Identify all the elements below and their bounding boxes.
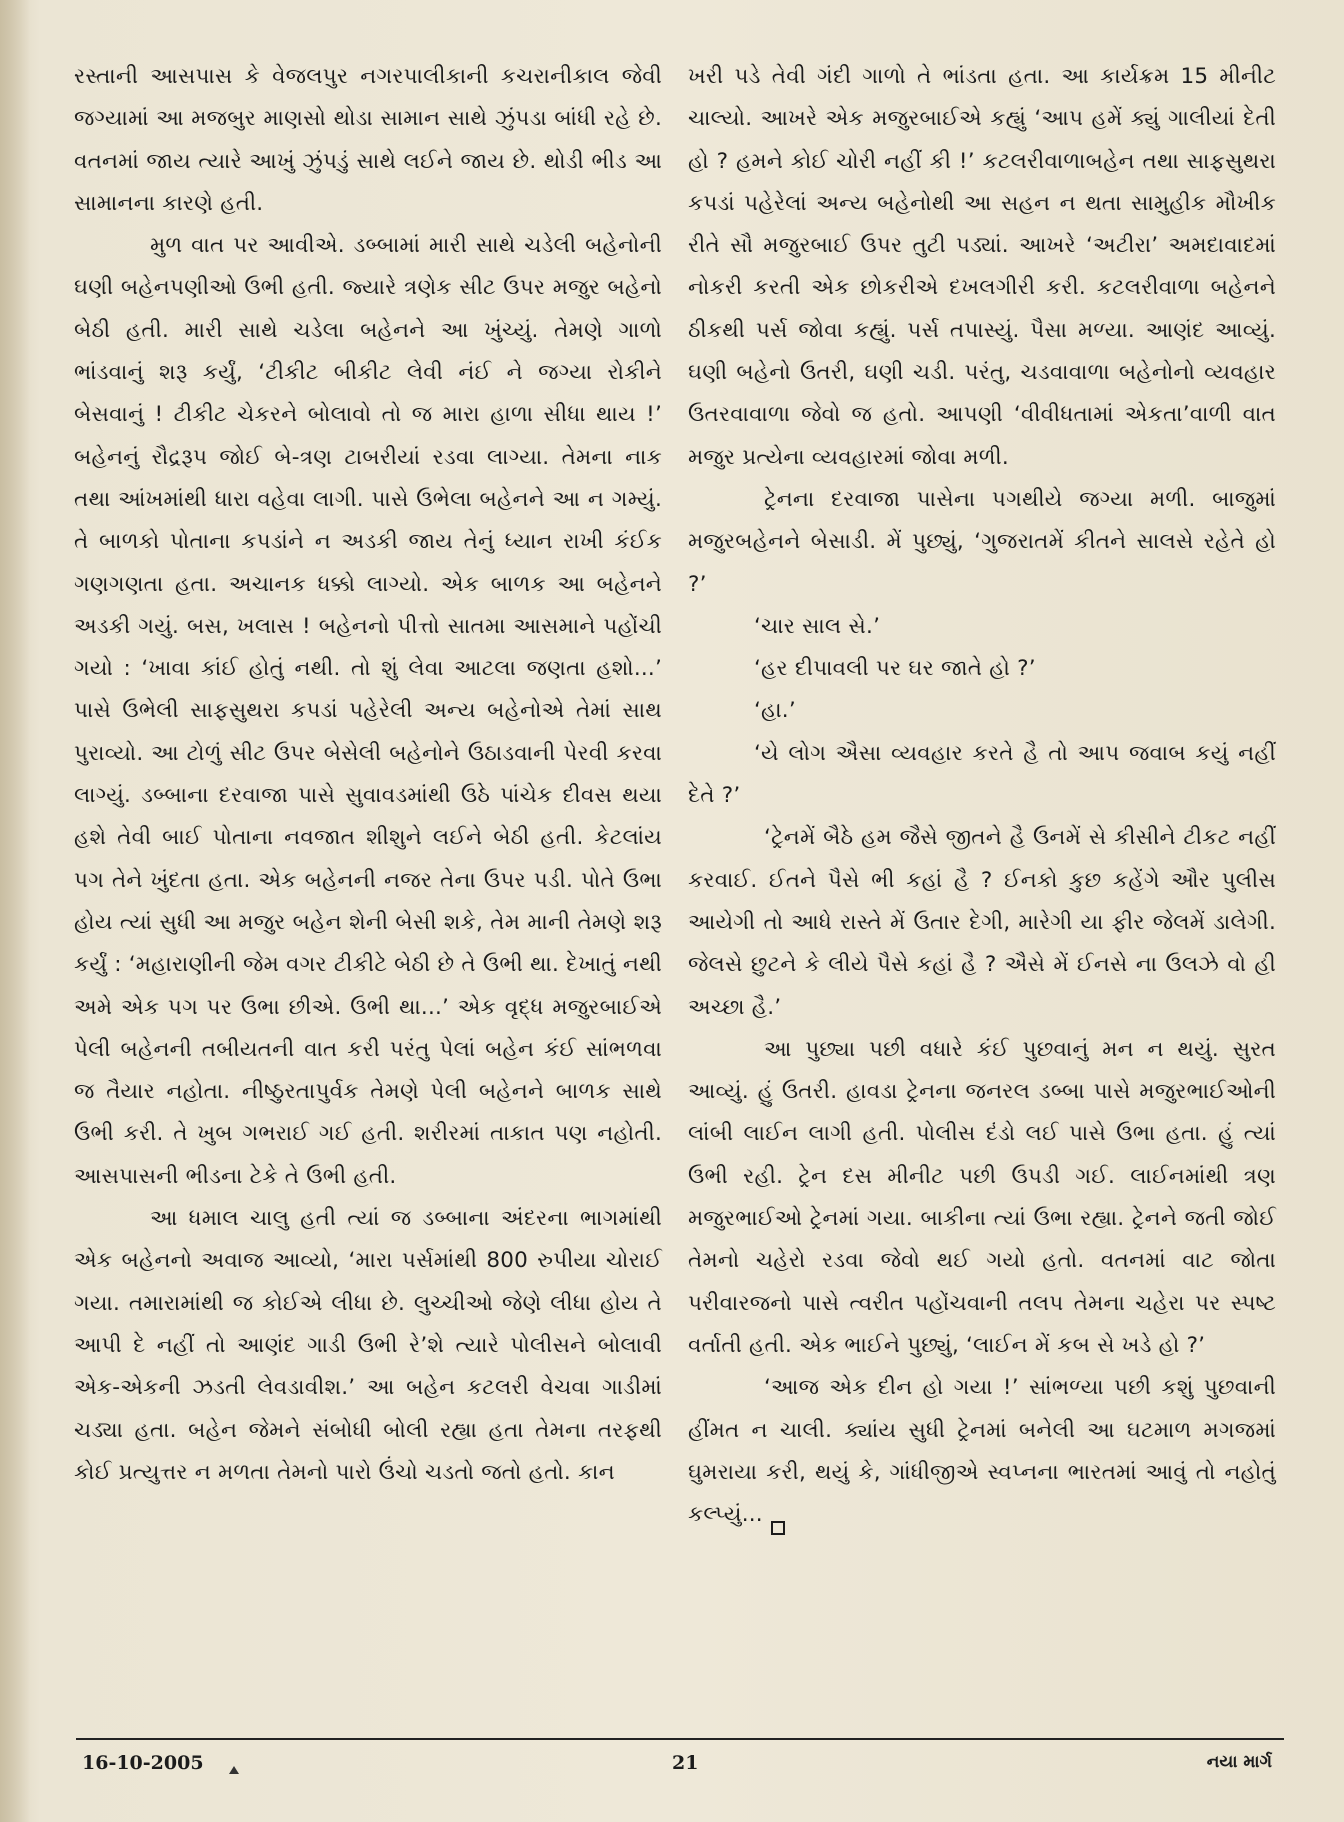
paragraph: ટ્રેનના દરવાજા પાસેના પગથીયે જગ્યા મળી. બાજુમાં મજુરબહેનને બેસાડી. મેં પુછ્યું, ‘ગુજરાતમેં કીતને સાલસે રહેતે હો ?’: [688, 486, 1276, 597]
paragraph: રસ્તાની આસપાસ કે વેજલપુર નગરપાલીકાની કચરાનીકાલ જેવી જગ્યામાં આ મજબુર માણસો થોડા સામાન સાથે ઝુંપડા બાંધી રહે છે. વતનમાં જાય ત્યારે આખું ઝુંપડું સાથે લઈને જાય છે. થોડી ભીડ આ સામાનના કારણે હતી.: [74, 64, 662, 216]
page-number: 21: [672, 1752, 699, 1774]
issue-date: 16-10-2005: [82, 1752, 204, 1774]
dialog-line: ‘ચાર સાલ સે.’: [754, 613, 881, 639]
dialog-line: ‘હર દીપાવલી પર ઘર જાતે હો ?’: [754, 656, 1036, 682]
magazine-name: નયા માર્ગ: [1206, 1752, 1272, 1772]
paragraph: ખરી પડે તેવી ગંદી ગાળો તે ભાંડતા હતા. આ કાર્યક્રમ 15 મીનીટ ચાલ્યો. આખરે એક મજુરબાઈએ કહ્યું ‘આપ હમેં ક્યું ગાલીયાં દેતી હો ? હમને કોઈ ચોરી નહીં કી !’ કટલરીવાળાબહેન તથા સાફસુથરા કપડાં પહેરેલાં અન્ય બહેનોથી આ સહન ન થતા સામુહીક મૌખીક રીતે સૌ મજુરબાઈ ઉપર તુટી પડ્યાં. આખરે ‘અટીરા’ અમદાવાદમાં નોકરી કરતી એક છોકરીએ દખલગીરી કરી. કટલરીવાળા બહેનને ઠીકથી પર્સ જોવા કહ્યું. પર્સ તપાસ્યું. પૈસા મળ્યા. આણંદ આવ્યું. ઘણી બહેનો ઉતરી, ઘણી ચડી. પરંતુ, ચડવાવાળા બહેનોનો વ્યવહાર ઉતરવાવાળા જેવો જ હતો. આપણી ‘વીવીધતામાં એકતા’વાળી વાત મજુર પ્રત્યેના વ્યવહારમાં જોવા મળી.: [688, 64, 1276, 470]
footer-divider: [76, 1738, 1284, 1740]
triangle-marker-icon: [229, 1766, 239, 1774]
left-text-column: [74, 56, 662, 1494]
paragraph: ‘ટ્રેનમેં બૈઠે હમ જૈસે જીતને હૈ ઉનમેં સે કીસીને ટીકટ નહીં કરવાઈ. ઈતને પૈસે ભી કહાં હૈ ? ઈનકો કુછ કહેંગે ઔર પુલીસ આયેગી તો આધે રાસ્તે મેં ઉતાર દેગી, મારેગી યા ફીર જેલમેં ડાલેગી. જેલસે છુટને કે લીયે પૈસે કહાં હૈ ? ઐસે મેં ઈનસે ના ઉલઝે વો હી અચ્છા હૈ.’: [688, 825, 1276, 1020]
closing-text: ‘આજ એક દીન હો ગયા !’ સાંભળ્યા પછી કશું પુછવાની હીંમત ન ચાલી. ક્યાંય સુધી ટ્રેનમાં બનેલી આ ઘટમાળ મગજમાં ઘુમરાયા કરી, થયું કે, ગાંધીજીએ સ્વપ્નના ભારતમાં આવું તો નહોતું કલ્પ્યું...: [688, 1375, 1276, 1528]
right-text-column: [688, 56, 1276, 1536]
paragraph: આ ધમાલ ચાલુ હતી ત્યાં જ ડબ્બાના અંદરના ભાગમાંથી એક બહેનનો અવાજ આવ્યો, ‘મારા પર્સમાંથી 800 રુપીયા ચોરાઈ ગયા. તમારામાંથી જ કોઈએ લીધા છે. લુચ્ચીઓ જેણે લીધા હોય તે આપી દે નહીં તો આણંદ ગાડી ઉભી રે’શે ત્યારે પોલીસને બોલાવી એક-એકની ઝડતી લેવડાવીશ.’ આ બહેન કટલરી વેચવા ગાડીમાં ચડ્યા હતા. બહેન જેમને સંબોધી બોલી રહ્યા હતા તેમના તરફથી કોઈ પ્રત્યુત્તર ન મળતા તેમનો પારો ઉંચો ચડતો જતો હતો. કાન: [74, 1206, 662, 1485]
closing-paragraph: [688, 1367, 1276, 1536]
paragraph: મુળ વાત પર આવીએ. ડબ્બામાં મારી સાથે ચડેલી બહેનોની ઘણી બહેનપણીઓ ઉભી હતી. જ્યારે ત્રણેક સીટ ઉપર મજુર બહેનો બેઠી હતી. મારી સાથે ચડેલા બહેનને આ ખુંચ્યું. તેમણે ગાળો ભાંડવાનું શરૂ કર્યું, ‘ટીકીટ બીકીટ લેવી નંઈ ને જગ્યા રોકીને બેસવાનું ! ટીકીટ ચેકરને બોલાવો તો જ મારા હાળા સીધા થાય !’ બહેનનું રૌદ્રરૂપ જોઈ બે-ત્રણ ટાબરીયાં રડવા લાગ્યા. તેમના નાક તથા આંખમાંથી ધારા વહેવા લાગી. પાસે ઉભેલા બહેનને આ ન ગમ્યું. તે બાળકો પોતાના કપડાંને ન અડકી જાય તેનું ધ્યાન રાખી કંઈક ગણગણતા હતા. અચાનક ધક્કો લાગ્યો. એક બાળક આ બહેનને અડકી ગયું. બસ, ખલાસ ! બહેનનો પીત્તો સાતમા આસમાને પહોંચી ગયો : ‘ખાવા કાંઈ હોતું નથી. તો શું લેવા આટલા જણતા હશો...’ પાસે ઉભેલી સાફસુથરા કપડાં પહેરેલી અન્ય બહેનોએ તેમાં સાથ પુરાવ્યો. આ ટોળું સીટ ઉપર બેસેલી બહેનોને ઉઠાડવાની પેરવી કરવા લાગ્યું. ડબ્બાના દરવાજા પાસે સુવાવડમાંથી ઉઠે પાંચેક દીવસ થયા હશે તેવી બાઈ પોતાના નવજાત શીશુને લઈને બેઠી હતી. કેટલાંય પગ તેને ખુંદતા હતા. એક બહેનની નજર તેના ઉપર પડી. પોતે ઉભા હોય ત્યાં સુધી આ મજુર બહેન શેની બેસી શકે, તેમ માની તેમણે શરૂ કર્યું : ‘મહારાણીની જેમ વગર ટીકીટે બેઠી છે તે ઉભી થા. દેખાતું નથી અમે એક પગ પર ઉભા છીએ. ઉભી થા...’ એક વૃદ્ધ મજુરબાઈએ પેલી બહેનની તબીયતની વાત કરી પરંતુ પેલાં બહેન કંઈ સાંભળવા જ તૈયાર નહોતા. નીષ્ઠુરતાપુર્વક તેમણે પેલી બહેનને બાળક સાથે ઉભી કરી. તે ખુબ ગભરાઈ ગઈ હતી. શરીરમાં તાકાત પણ નહોતી. આસપાસની ભીડના ટેકે તે ઉભી હતી.: [74, 233, 662, 1189]
dialog-line: ‘હા.’: [754, 698, 796, 724]
end-of-article-icon: [771, 1521, 785, 1535]
dialog-line: ‘યે લોગ ઐસા વ્યવહાર કરતે હૈ તો આપ જવાબ કયું નહીં દેતે ?’: [688, 740, 1276, 809]
paragraph: આ પુછ્યા પછી વધારે કંઈ પુછવાનું મન ન થયું. સુરત આવ્યું. હું ઉતરી. હાવડા ટ્રેનના જનરલ ડબ્બા પાસે મજુરભાઈઓની લાંબી લાઈન લાગી હતી. પોલીસ દંડો લઈ પાસે ઉભા હતા. હું ત્યાં ઉભી રહી. ટ્રેન દસ મીનીટ પછી ઉપડી ગઈ. લાઈનમાંથી ત્રણ મજુરભાઈઓ ટ્રેનમાં ગયા. બાકીના ત્યાં ઉભા રહ્યા. ટ્રેનને જતી જોઈ તેમનો ચહેરો રડવા જેવો થઈ ગયો હતો. વતનમાં વાટ જોતા પરીવારજનો પાસે ત્વરીત પહોંચવાની તલપ તેમના ચહેરા પર સ્પષ્ટ વર્તાતી હતી. એક ભાઈને પુછ્યું, ‘લાઈન મેં કબ સે ખડે હો ?’: [688, 1036, 1276, 1358]
